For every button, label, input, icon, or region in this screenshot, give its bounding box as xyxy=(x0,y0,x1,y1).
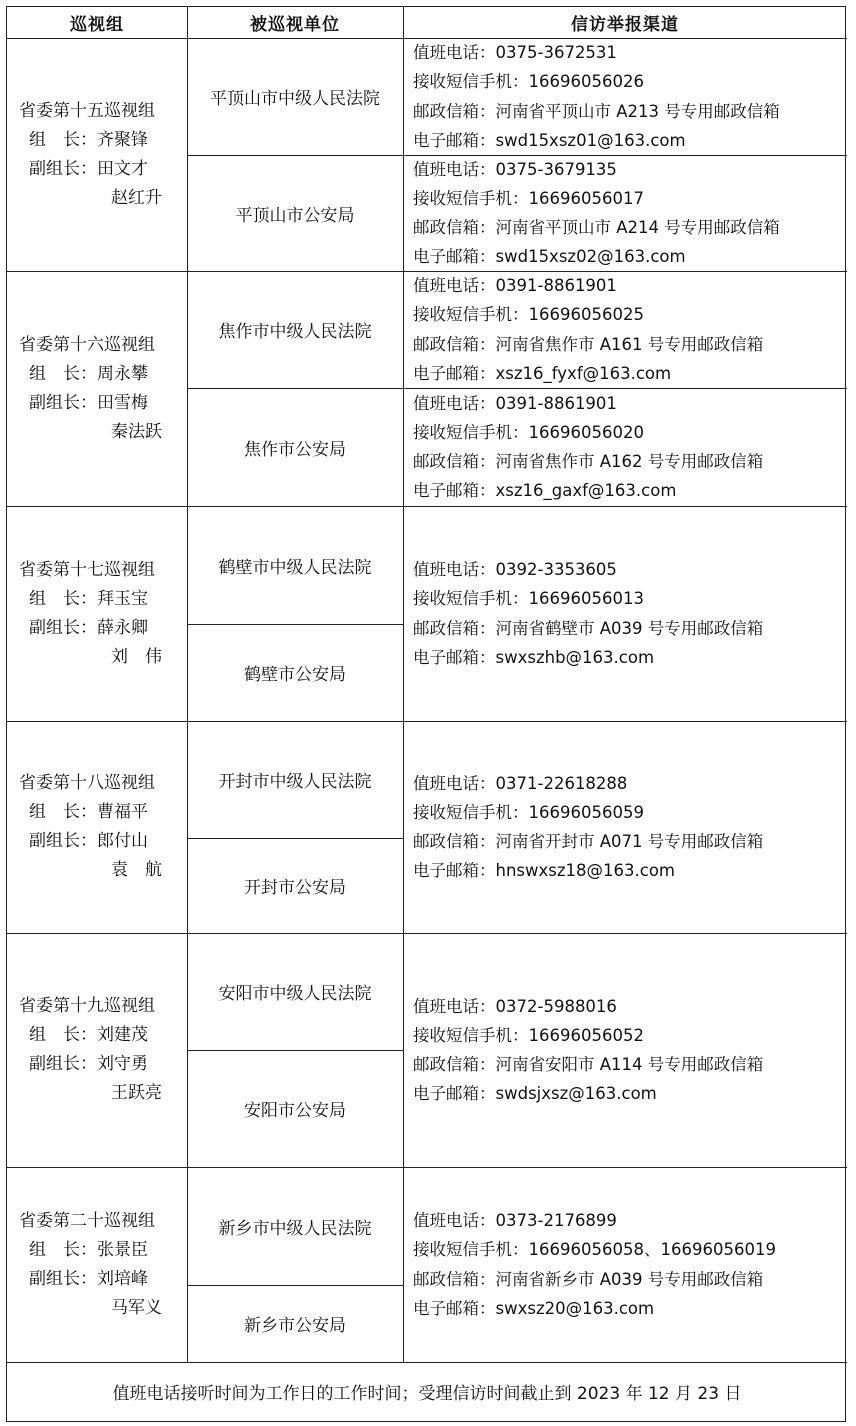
phone-value: 0371-22618288 xyxy=(495,773,628,793)
unit-cell: 鹤壁市中级人民法院 xyxy=(218,557,372,578)
mail-line xyxy=(413,614,847,643)
phone-value: 0391-8861901 xyxy=(495,393,617,413)
mail-line xyxy=(413,330,847,359)
phone-label: 值班电话： xyxy=(413,276,496,296)
deputy-label: 副组长： xyxy=(29,831,97,851)
sms-label: 接收短信手机： xyxy=(413,72,529,92)
email-label: 电子邮箱： xyxy=(413,1084,496,1104)
unit-cell: 开封市公安局 xyxy=(244,878,346,898)
sms-value: 16696056013 xyxy=(528,589,644,609)
email-label: 电子邮箱： xyxy=(413,1298,496,1318)
email-label: 电子邮箱： xyxy=(413,647,496,667)
channel-cell xyxy=(403,38,847,155)
sms-line xyxy=(413,1235,847,1264)
email-label: 电子邮箱： xyxy=(413,861,496,881)
sms-line xyxy=(413,584,847,613)
email-line xyxy=(413,242,847,271)
email-line xyxy=(413,476,847,505)
leader-name: 刘建茂 xyxy=(97,1025,148,1045)
channel-cell xyxy=(403,1167,847,1362)
phone-line xyxy=(413,555,847,584)
deputy-name: 刘守勇 xyxy=(97,1054,148,1074)
phone-label: 值班电话： xyxy=(413,773,496,793)
deputy-name: 田文才 xyxy=(97,158,148,179)
unit-cell: 平顶山市公安局 xyxy=(235,205,355,226)
mail-line xyxy=(413,213,847,242)
mail-value: 河南省平顶山市 A214 号专用邮政信箱 xyxy=(495,218,780,237)
group-cell xyxy=(7,271,187,506)
leader-label: 组 长： xyxy=(29,1239,97,1260)
group-cell xyxy=(7,506,187,721)
mail-label: 邮政信箱： xyxy=(413,1269,496,1289)
leader-label: 组 长： xyxy=(29,363,97,384)
deputy-name: 刘培峰 xyxy=(97,1268,148,1289)
sms-line xyxy=(413,67,847,96)
header-channel: 信访举报渠道 xyxy=(571,15,679,35)
phone-label: 值班电话： xyxy=(413,43,496,63)
group-leader xyxy=(7,585,187,614)
phone-label: 值班电话： xyxy=(413,393,496,413)
mail-line xyxy=(413,1050,847,1079)
sms-label: 接收短信手机： xyxy=(413,422,529,442)
mail-line xyxy=(413,827,847,856)
mail-label: 邮政信箱： xyxy=(413,218,496,237)
group-leader xyxy=(7,1236,187,1265)
group-leader xyxy=(7,360,187,389)
leader-name: 周永攀 xyxy=(97,363,148,384)
group-deputy-2: 秦法跃 xyxy=(111,421,162,442)
sms-label: 接收短信手机： xyxy=(413,589,529,609)
email-value: swdsjxsz@163.com xyxy=(495,1084,657,1104)
phone-label: 值班电话： xyxy=(413,560,496,580)
sms-line xyxy=(413,1021,847,1050)
deputy-label: 副组长： xyxy=(29,158,97,179)
phone-line xyxy=(413,38,847,67)
email-label: 电子邮箱： xyxy=(413,363,496,383)
phone-value: 0375-3679135 xyxy=(495,159,617,179)
unit-cell: 安阳市中级人民法院 xyxy=(218,984,372,1004)
unit-cell: 焦作市公安局 xyxy=(244,439,346,460)
patrol-contact-table xyxy=(6,6,846,1422)
group-deputy xyxy=(7,155,187,184)
phone-label: 值班电话： xyxy=(413,1211,496,1231)
header-unit: 被巡视单位 xyxy=(250,15,340,35)
phone-line xyxy=(413,155,847,184)
email-value: swd15xsz01@163.com xyxy=(495,130,686,150)
leader-name: 张景臣 xyxy=(97,1239,148,1260)
mail-label: 邮政信箱： xyxy=(413,618,496,638)
mail-value: 河南省安阳市 A114 号专用邮政信箱 xyxy=(495,1055,764,1074)
mail-value: 河南省开封市 A071 号专用邮政信箱 xyxy=(495,832,764,851)
group-deputy-2: 马军义 xyxy=(111,1297,162,1318)
sms-value: 16696056026 xyxy=(528,72,644,92)
email-line xyxy=(413,856,847,885)
deputy-name: 郎付山 xyxy=(97,831,148,851)
email-line xyxy=(413,126,847,155)
phone-line xyxy=(413,1206,847,1235)
group-leader xyxy=(7,798,187,827)
email-label: 电子邮箱： xyxy=(413,481,496,501)
sms-value: 16696056025 xyxy=(528,305,644,325)
deputy-name: 薛永卿 xyxy=(97,617,148,638)
unit-cell: 新乡市中级人民法院 xyxy=(218,1218,372,1239)
group-leader xyxy=(7,1021,187,1050)
leader-label: 组 长： xyxy=(29,802,97,822)
email-value: xsz16_fyxf@163.com xyxy=(495,363,672,383)
sms-line xyxy=(413,300,847,329)
email-line xyxy=(413,359,847,388)
group-deputy-2: 袁 航 xyxy=(111,860,162,880)
email-line xyxy=(413,1079,847,1108)
phone-value: 0391-8861901 xyxy=(495,276,617,296)
email-value: hnswxsz18@163.com xyxy=(495,861,676,881)
deputy-label: 副组长： xyxy=(29,1054,97,1074)
mail-value: 河南省焦作市 A162 号专用邮政信箱 xyxy=(495,452,764,471)
mail-line xyxy=(413,97,847,126)
leader-label: 组 长： xyxy=(29,1025,97,1045)
sms-label: 接收短信手机： xyxy=(413,188,529,208)
group-name: 省委第十六巡视组 xyxy=(19,334,155,355)
leader-name: 拜玉宝 xyxy=(97,588,148,609)
phone-value: 0373-2176899 xyxy=(495,1211,617,1231)
sms-value: 16696056020 xyxy=(528,422,644,442)
phone-value: 0392-3353605 xyxy=(495,560,617,580)
sms-line xyxy=(413,798,847,827)
email-value: swd15xsz02@163.com xyxy=(495,247,686,267)
mail-line xyxy=(413,1265,847,1294)
unit-cell: 开封市中级人民法院 xyxy=(218,772,372,792)
mail-label: 邮政信箱： xyxy=(413,101,496,121)
mail-line xyxy=(413,447,847,476)
channel-cell xyxy=(403,506,847,721)
phone-line xyxy=(413,769,847,798)
group-cell xyxy=(7,933,187,1167)
group-name: 省委第十八巡视组 xyxy=(19,773,155,793)
mail-label: 邮政信箱： xyxy=(413,334,496,354)
group-deputy xyxy=(7,827,187,856)
mail-value: 河南省鹤壁市 A039 号专用邮政信箱 xyxy=(495,618,764,638)
header-group: 巡视组 xyxy=(70,15,124,35)
mail-label: 邮政信箱： xyxy=(413,1055,496,1074)
phone-label: 值班电话： xyxy=(413,996,496,1016)
channel-cell xyxy=(403,155,847,271)
group-cell xyxy=(7,1167,187,1362)
email-value: swxsz20@163.com xyxy=(495,1298,655,1318)
phone-value: 0375-3672531 xyxy=(495,43,617,63)
phone-line xyxy=(413,389,847,418)
mail-label: 邮政信箱： xyxy=(413,832,496,851)
phone-label: 值班电话： xyxy=(413,159,496,179)
group-cell xyxy=(7,38,187,271)
leader-name: 齐聚锋 xyxy=(97,129,148,150)
phone-value: 0372-5988016 xyxy=(495,996,617,1016)
mail-value: 河南省焦作市 A161 号专用邮政信箱 xyxy=(495,334,764,354)
group-deputy xyxy=(7,389,187,418)
group-deputy-2: 刘 伟 xyxy=(111,646,162,667)
sms-label: 接收短信手机： xyxy=(413,305,529,325)
deputy-name: 田雪梅 xyxy=(97,392,148,413)
sms-label: 接收短信手机： xyxy=(413,1240,529,1260)
group-deputy-2: 王跃亮 xyxy=(111,1083,162,1103)
leader-name: 曹福平 xyxy=(97,802,148,822)
phone-line xyxy=(413,271,847,300)
unit-cell: 安阳市公安局 xyxy=(244,1101,346,1121)
group-name: 省委第十七巡视组 xyxy=(19,559,155,580)
deputy-label: 副组长： xyxy=(29,392,97,413)
deputy-label: 副组长： xyxy=(29,1268,97,1289)
sms-value: 16696056017 xyxy=(528,188,644,208)
email-line xyxy=(413,643,847,672)
mail-value: 河南省新乡市 A039 号专用邮政信箱 xyxy=(495,1269,764,1289)
group-leader xyxy=(7,126,187,155)
group-cell xyxy=(7,721,187,933)
unit-cell: 鹤壁市公安局 xyxy=(244,665,346,685)
unit-cell: 焦作市中级人民法院 xyxy=(218,322,372,342)
email-value: xsz16_gaxf@163.com xyxy=(495,481,677,501)
group-deputy xyxy=(7,1050,187,1079)
group-deputy xyxy=(7,1265,187,1294)
email-label: 电子邮箱： xyxy=(413,247,496,267)
phone-line xyxy=(413,992,847,1021)
leader-label: 组 长： xyxy=(29,588,97,609)
group-name: 省委第二十巡视组 xyxy=(19,1210,155,1231)
unit-cell: 平顶山市中级人民法院 xyxy=(210,89,380,109)
sms-value: 16696056058、16696056019 xyxy=(528,1240,776,1260)
email-label: 电子邮箱： xyxy=(413,130,496,150)
deputy-label: 副组长： xyxy=(29,617,97,638)
email-value: swxszhb@163.com xyxy=(495,647,655,667)
group-deputy-2: 赵红升 xyxy=(111,187,162,208)
sms-label: 接收短信手机： xyxy=(413,802,529,822)
leader-label: 组 长： xyxy=(29,129,97,150)
channel-cell xyxy=(403,933,847,1167)
channel-cell xyxy=(403,388,847,506)
group-deputy xyxy=(7,614,187,643)
group-name: 省委第十九巡视组 xyxy=(19,996,155,1016)
group-name: 省委第十五巡视组 xyxy=(19,100,155,121)
unit-cell: 新乡市公安局 xyxy=(244,1316,346,1336)
sms-label: 接收短信手机： xyxy=(413,1025,529,1045)
sms-line xyxy=(413,184,847,213)
mail-value: 河南省平顶山市 A213 号专用邮政信箱 xyxy=(495,101,780,121)
sms-line xyxy=(413,418,847,447)
channel-cell xyxy=(403,271,847,388)
channel-cell xyxy=(403,721,847,933)
sms-value: 16696056059 xyxy=(528,802,644,822)
footer-note: 值班电话接听时间为工作日的工作时间；受理信访时间截止到 2023 年 12 月 23 日 xyxy=(112,1384,742,1404)
email-line xyxy=(413,1294,847,1323)
sms-value: 16696056052 xyxy=(528,1025,644,1045)
mail-label: 邮政信箱： xyxy=(413,452,496,471)
